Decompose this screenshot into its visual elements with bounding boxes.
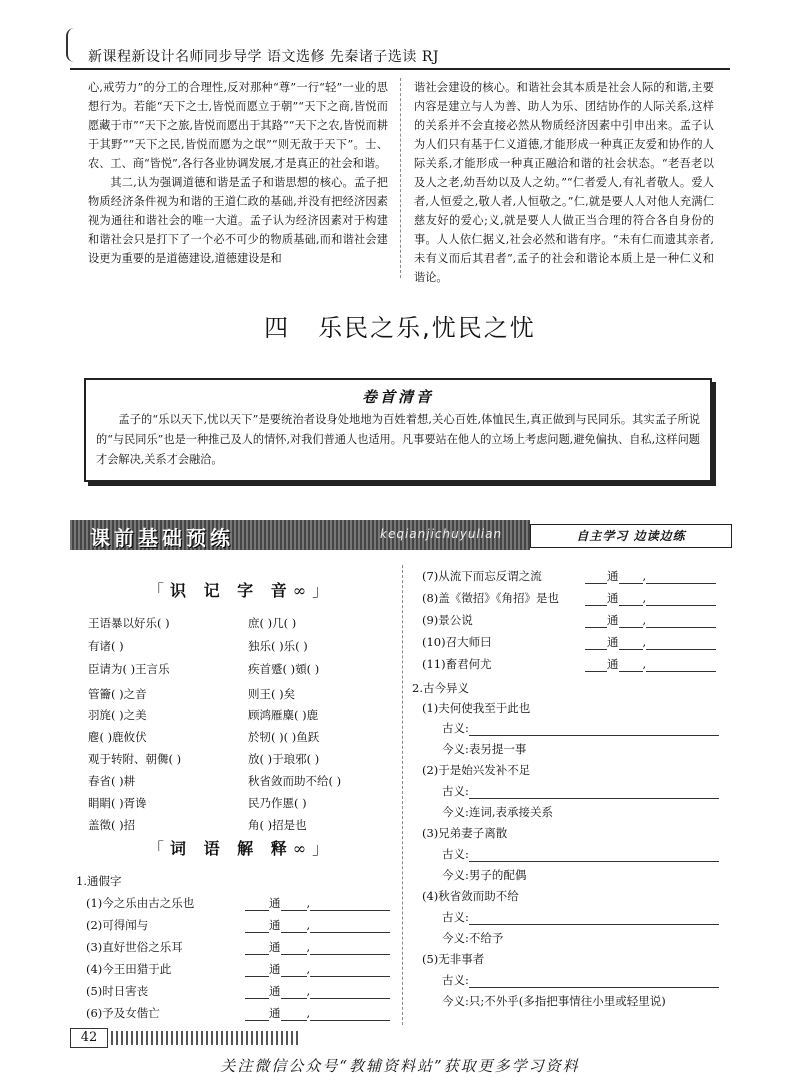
- tongjia-item: (3)直好世俗之乐耳: [86, 940, 183, 954]
- page-number-bar: [70, 1028, 300, 1048]
- tongjia-answer: 通 ,: [245, 1005, 390, 1021]
- guyin-item: (3)兄弟妻子离散: [422, 826, 508, 840]
- intro-box-body: 孟子的“乐以天下,忧以天下”是要统治者设身处地地为百姓着想,关心百姓,体恤民生,真正做到与民同乐。其实孟子所说的“与民同乐”也是一种推己及人的情怀,对我们普通人也适用。凡事要站在他人的立场上考虑问题,避免偏执、自私,这样问题才会解决,关系才会融洽。: [96, 413, 700, 466]
- vocab-item: 庶( )几( ): [248, 616, 297, 630]
- tongjia-item: (5)时日害丧: [86, 984, 149, 998]
- vocab-heading: 「识 记 字 音∞」: [148, 581, 335, 600]
- tongjia-item: (10)召大师曰: [422, 635, 492, 649]
- vocab-item: 臣请为( )王言乐: [88, 662, 170, 676]
- header-title: 新课程新设计名师同步导学 语文选修 先秦诸子选读 RJ: [88, 49, 440, 65]
- tongjia-item: (9)景公说: [422, 613, 473, 627]
- guyin-modern: 今义:连词,表承接关系: [442, 805, 554, 819]
- guyin-modern: 今义:表另提一事: [442, 742, 527, 756]
- vocab-item: 有诸( ): [88, 639, 124, 653]
- guyin-ancient: 古义:: [442, 909, 719, 925]
- practice-banner: [70, 520, 730, 552]
- vocab-item: 放( )于琅邪( ): [248, 752, 320, 766]
- tongjia-answer: 通 ,: [245, 939, 390, 955]
- column-divider: [400, 78, 401, 278]
- header-decoration: [66, 28, 78, 62]
- tongjia-item: (2)可得闻与: [86, 918, 149, 932]
- guyin-ancient: 古义:: [442, 972, 719, 988]
- vocab-item: 春省( )耕: [88, 774, 136, 788]
- guyin-item: (2)于是始兴发补不足: [422, 763, 531, 777]
- vocab-item: 角( )招是也: [248, 818, 307, 832]
- tongjia-answer: 通 ,: [585, 656, 716, 672]
- vocab-item: 则王( )矣: [248, 687, 296, 701]
- vocab-item: 管籥( )之音: [88, 687, 147, 701]
- tongjia-answer: 通 ,: [585, 568, 716, 584]
- left-paragraph-1: 心,戒劳力”的分工的合理性,反对那种“尊”一行“轻”一业的思想行为。若能“天下之士,皆悦而愿立于朝”“天下之商,皆悦而愿藏于市”“天下之旅,皆悦而愿出于其路”“天下之农,皆悦而耕于其野”“天下之民,皆悦而愿为之氓”“则无敌于天下”。士、农、工、商“皆悦”,各行各业协调发展,才是真正的社会和谐。: [88, 81, 388, 170]
- section-number: 四: [264, 314, 291, 342]
- vocab-item: 麀( )鹿攸伏: [88, 730, 147, 744]
- tongjia-item: (6)予及女偕亡: [86, 1006, 160, 1020]
- section-title: [0, 308, 800, 343]
- tongjia-item: (4)今王田猎于此: [86, 962, 172, 976]
- vocab-item: 睊睊( )胥谗: [88, 796, 147, 810]
- page-number: 42: [70, 1028, 108, 1048]
- vocab-item: 秋省敛而助不给( ): [248, 774, 342, 788]
- guyin-ancient: 古义:: [442, 720, 719, 736]
- tongjia-item: (7)从流下而忘反谓之流: [422, 569, 542, 583]
- vocab-item: 民乃作慝( ): [248, 796, 307, 810]
- tongjia-answer: 通 ,: [245, 983, 390, 999]
- guyin-ancient: 古义:: [442, 846, 719, 862]
- section-heading: 乐民之乐,忧民之忧: [318, 314, 536, 342]
- banner-pinyin: keqianjichuyulian: [380, 527, 503, 541]
- tongjia-answer: 通 ,: [585, 612, 716, 628]
- tongjia-answer: 通 ,: [245, 917, 390, 933]
- tongjia-answer: 通 ,: [585, 590, 716, 606]
- vocab-item: 观于转附、朝儛( ): [88, 752, 182, 766]
- words-heading-text: 词 语 解 释: [170, 839, 293, 858]
- guyin-section-label: 2.古今异义: [412, 681, 469, 695]
- guyin-item: (1)夫何使我至于此也: [422, 701, 531, 715]
- tongjia-section-label: 1.通假字: [76, 874, 122, 888]
- intro-box-title: 卷首清音: [361, 388, 434, 406]
- left-column-text: [88, 78, 388, 268]
- footer-note: 关注微信公众号“教辅资料站”获取更多学习资料: [220, 1057, 580, 1075]
- vocab-item: 顾鸿雁麋( )鹿: [248, 708, 319, 722]
- tongjia-item: (8)盖《徵招》《角招》是也: [422, 591, 560, 605]
- guyin-modern: 今义:只;不外乎(多指把事情往小里或轻里说): [442, 994, 666, 1008]
- banner-title: 课前基础预练: [90, 526, 234, 550]
- tongjia-item: (11)畜君何尤: [422, 657, 492, 671]
- guyin-modern: 今义:男子的配偶: [442, 868, 527, 882]
- vocab-item: 独乐( )乐( ): [248, 639, 308, 653]
- guyin-item: (5)无非事者: [422, 952, 485, 966]
- tongjia-answer: 通 ,: [245, 895, 390, 911]
- left-paragraph-2: 其二,认为强调道德和谐是孟子和谐思想的核心。孟子把物质经济条件视为和谐的王道仁政的基础,并没有把经济因素视为通往和谐社会的唯一大道。孟子认为经济因素对于构建和谐社会只是打下了一个必不可少的物质基础,而和谐社会建设更为重要的是道德建设,道德建设是和: [88, 176, 388, 265]
- tongjia-item: (1)今之乐由古之乐也: [86, 896, 195, 910]
- vocab-item: 羽旄( )之美: [88, 708, 147, 722]
- vocab-item: 王语暴以好乐( ): [88, 616, 170, 630]
- right-column-text: [414, 78, 714, 287]
- guyin-item: (4)秋省敛而助不给: [422, 889, 519, 903]
- intro-box: [84, 378, 712, 482]
- vocab-item: 盖徵( )招: [88, 818, 136, 832]
- right-paragraph-1: 谐社会建设的核心。和谐社会其本质是社会人际的和谐,主要内容是建立与人为善、助人为乐、团结协作的人际关系,这样的关系并不会直接必然从物质经济因素中引申出来。孟子认为人们只有基于仁义道德,才能形成一种真正友爱和协作的人际关系,才能形成一种真正融洽和谐的社会状态。“老吾老以及人之老,幼吾幼以及人之幼。”“仁者爱人,有礼者敬人。爱人者,人恒爱之,敬人者,人恒敬之。”仁,就是要人人对他人充满仁慈友好的爱心;义,就是要人人做正当合理的符合各自身份的事。人人依仁据义,社会必然和谐有序。“未有仁而遗其亲者,未有义而后其君者”,孟子的社会和谐论本质上是一种仁义和谐论。: [414, 81, 714, 284]
- words-heading: 「词 语 解 释∞」: [148, 839, 335, 858]
- guyin-ancient: 古义:: [442, 783, 719, 799]
- vocab-item: 疾首蹙( )頞( ): [248, 662, 320, 676]
- header-rule: [70, 68, 730, 70]
- vocab-item: 於牣( )( )鱼跃: [248, 730, 320, 744]
- banner-tag: 自主学习 边读边练: [530, 524, 732, 548]
- guyin-modern: 今义:不给予: [442, 931, 504, 945]
- tongjia-answer: 通 ,: [245, 961, 390, 977]
- vocab-heading-text: 识 记 字 音: [170, 581, 293, 600]
- lower-column-divider: [402, 565, 403, 1025]
- tongjia-answer: 通 ,: [585, 634, 716, 650]
- page-number-decoration: [106, 1031, 300, 1045]
